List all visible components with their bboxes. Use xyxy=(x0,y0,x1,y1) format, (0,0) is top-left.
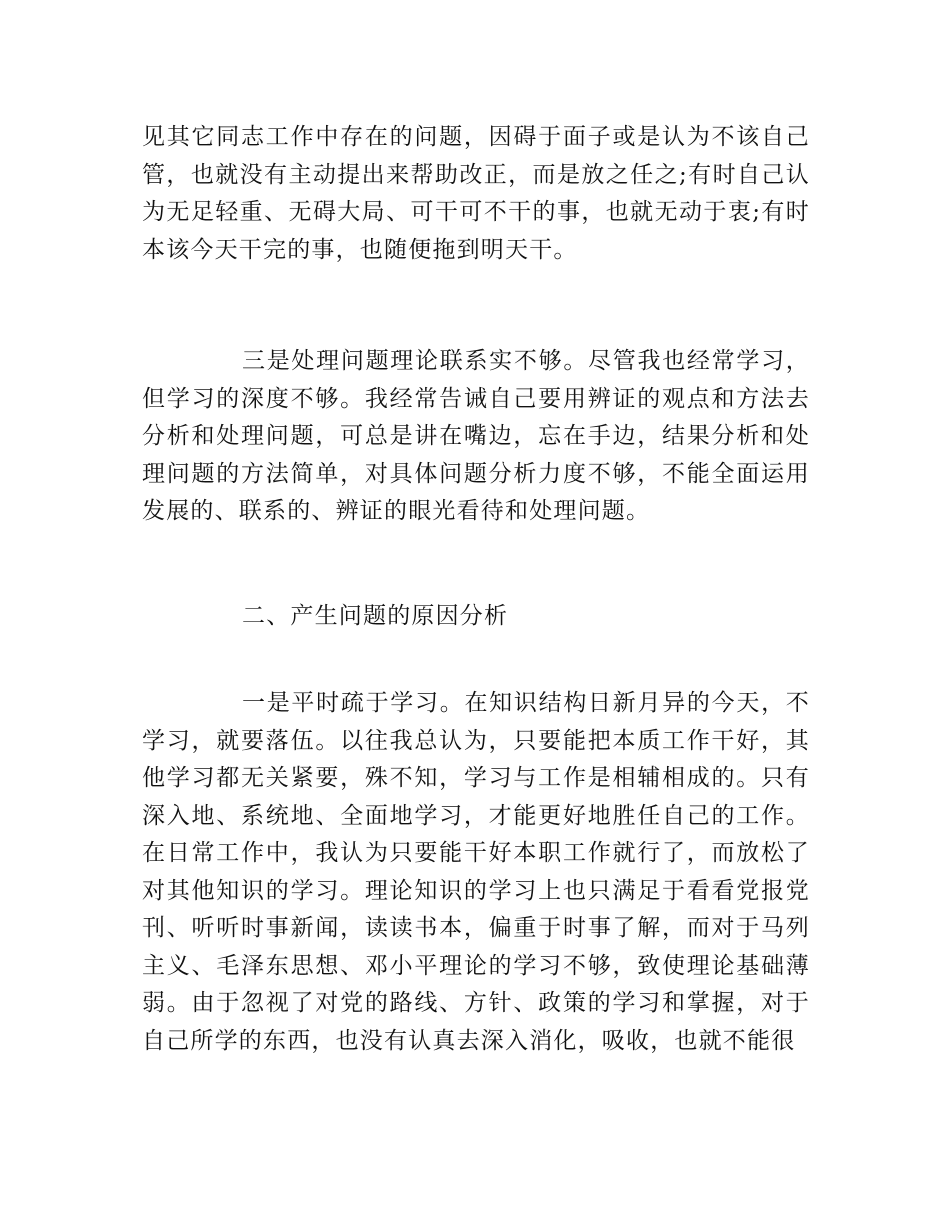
paragraph-point-three: 三是处理问题理论联系实不够。尽管我也经常学习，但学习的深度不够。我经常告诫自己要用辨证的观点和方法去分析和处理问题，可总是讲在嘴边，忘在手边，结果分析和处理问题的方法简单，对具体问题分析力度不够，不能全面运用发展的、联系的、辨证的眼光看待和处理问题。 xyxy=(142,348,810,524)
paragraph-point-one: 一是平时疏于学习。在知识结构日新月异的今天，不学习，就要落伍。以往我总认为，只要能把本质工作干好，其他学习都无关紧要，殊不知，学习与工作是相辅相成的。只有深入地、系统地、全面地学习，才能更好地胜任自己的工作。在日常工作中，我认为只要能干好本职工作就行了，而放松了对其他知识的学习。理论知识的学习上也只满足于看看党报党刊、听听时事新闻，读读书本，偏重于时事了解，而对于马列主义、毛泽东思想、邓小平理论的学习不够，致使理论基础薄弱。由于忽视了对党的路线、方针、政策的学习和掌握，对于自己所学的东西，也没有认真去深入消化，吸收，也就不能很 xyxy=(142,690,810,1054)
paragraph-continuation: 见其它同志工作中存在的问题，因碍于面子或是认为不该自己管，也就没有主动提出来帮助改正，而是放之任之;有时自己认为无足轻重、无碍大局、可干可不干的事，也就无动于衷;有时本该今天干完的事，也随便拖到明天干。 xyxy=(142,124,810,263)
section-heading: 二、产生问题的原因分析 xyxy=(242,603,509,629)
